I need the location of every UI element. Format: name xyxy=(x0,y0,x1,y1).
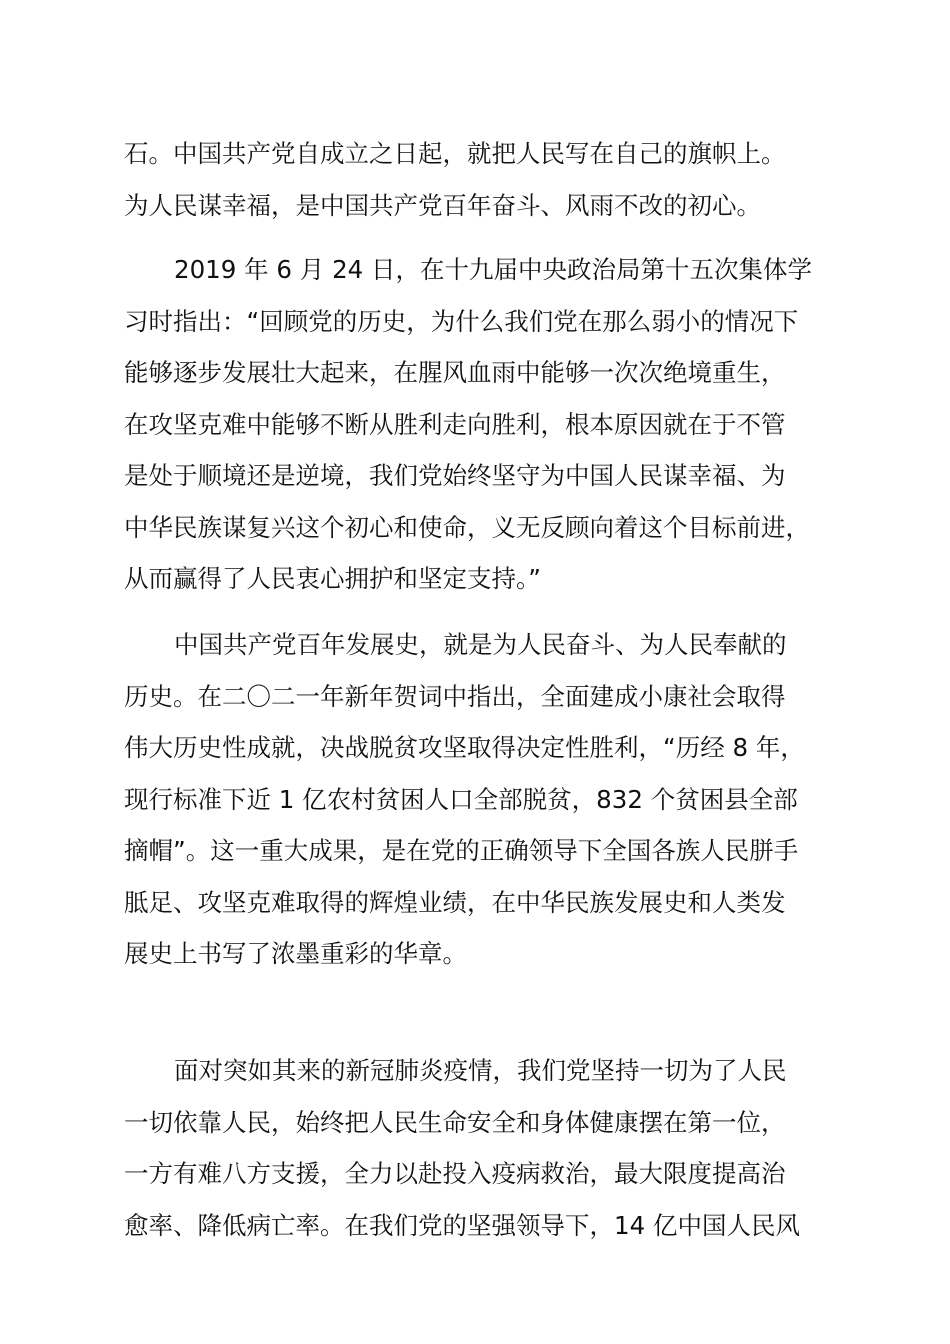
text-line: 2019 年 6 月 24 日，在十九届中央政治局第十五次集体学 xyxy=(174,255,813,284)
text-line: 能够逐步发展壮大起来，在腥风血雨中能够一次次绝境重生， xyxy=(124,358,786,387)
text-line: 石。中国共产党自成立之日起，就把人民写在自己的旗帜上。 xyxy=(124,139,786,168)
text-line: 面对突如其来的新冠肺炎疫情，我们党坚持一切为了人民 xyxy=(174,1056,787,1085)
text-line: 愈率、降低病亡率。在我们党的坚强领导下，14 亿中国人民风 xyxy=(124,1210,800,1240)
text-line: 习时指出：“回顾党的历史，为什么我们党在那么弱小的情况下 xyxy=(124,306,799,336)
text-line: 历史。在二〇二一年新年贺词中指出，全面建成小康社会取得 xyxy=(124,681,786,711)
text-line: 展史上书写了浓墨重彩的华章。 xyxy=(124,939,467,968)
text-line: 一方有难八方支援，全力以赴投入疫病救治，最大限度提高治 xyxy=(124,1159,786,1188)
paragraph-4 xyxy=(124,1045,884,1251)
text-line: 在攻坚克难中能够不断从胜利走向胜利，根本原因就在于不管 xyxy=(124,409,786,439)
text-line: 一切依靠人民，始终把人民生命安全和身体健康摆在第一位， xyxy=(124,1107,786,1137)
text-line: 为人民谋幸福，是中国共产党百年奋斗、风雨不改的初心。 xyxy=(124,190,761,220)
text-line: 摘帽”。这一重大成果，是在党的正确领导下全国各族人民胼手 xyxy=(124,836,799,865)
text-line: 伟大历史性成就，决战脱贫攻坚取得决定性胜利，“历经 8 年， xyxy=(124,733,805,762)
text-line: 现行标准下近 1 亿农村贫困人口全部脱贫，832 个贫困县全部 xyxy=(124,784,798,814)
text-line: 胝足、攻坚克难取得的辉煌业绩，在中华民族发展史和人类发 xyxy=(124,887,786,917)
paragraph-2 xyxy=(124,244,884,605)
text-line: 中华民族谋复兴这个初心和使命，义无反顾向着这个目标前进， xyxy=(124,512,810,542)
text-line: 中国共产党百年发展史，就是为人民奋斗、为人民奉献的 xyxy=(174,630,787,659)
paragraph-1 xyxy=(124,128,884,231)
text-line: 是处于顺境还是逆境，我们党始终坚守为中国人民谋幸福、为 xyxy=(124,461,786,490)
paragraph-3 xyxy=(124,619,884,980)
text-line: 从而赢得了人民衷心拥护和坚定支持。” xyxy=(124,564,541,593)
